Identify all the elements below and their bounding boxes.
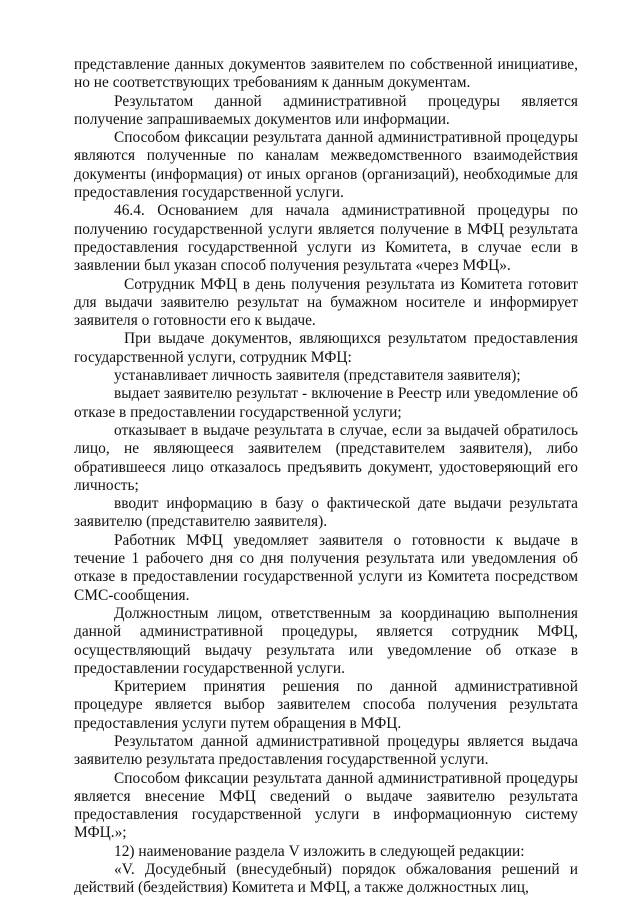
- paragraph-3: Способом фиксации результата данной административной процедуры являются полученные по каналам межведомственного взаимодействия документы (информация) от иных органов (организаций), необходимые для предоставления государственной услуги.: [74, 129, 578, 202]
- paragraph-11: Работник МФЦ уведомляет заявителя о готовности к выдаче в течение 1 рабочего дня со дня получения результата или уведомления об отказе в предоставлении государственной услуги из Комитета посредством СМС-сообщения.: [74, 531, 578, 604]
- paragraph-1: представление данных документов заявителем по собственной инициативе, но не соответствующих требованиям к данным документам.: [74, 56, 578, 92]
- paragraph-6: При выдаче документов, являющихся результатом предоставления государственной услуги, сотрудник МФЦ:: [74, 330, 578, 366]
- paragraph-9: отказывает в выдаче результата в случае, если за выдачей обратилось лицо, не являющееся заявителем (представителем заявителя), либо обратившееся лицо отказалось предъявить документ, удостоверяющий его личность;: [74, 421, 578, 494]
- paragraph-5: Сотрудник МФЦ в день получения результата из Комитета готовит для выдачи заявителю результат на бумажном носителе и информирует заявителя о готовности его к выдаче.: [74, 275, 578, 330]
- paragraph-12: Должностным лицом, ответственным за координацию выполнения данной административной процедуры, является сотрудник МФЦ, осуществляющий выдачу результата или уведомление об отказе в предоставлении государственной услуги.: [74, 604, 578, 677]
- paragraph-16: 12) наименование раздела V изложить в следующей редакции:: [114, 842, 525, 860]
- paragraph-15: Способом фиксации результата данной административной процедуры является внесение МФЦ сведений о выдаче заявителю результата предоставления государственной услуги в информационную систему МФЦ.»;: [74, 769, 578, 842]
- paragraph-13: Критерием принятия решения по данной административной процедуре является выбор заявителем способа получения результата предоставления услуги путем обращения в МФЦ.: [74, 678, 578, 732]
- paragraph-8: выдает заявителю результат - включение в Реестр или уведомление об отказе в предоставлении государственной услуги;: [74, 385, 578, 421]
- document-page: [74, 56, 578, 898]
- paragraph-10: вводит информацию в базу о фактической дате выдачи результата заявителю (представителю заявителя).: [74, 495, 578, 531]
- paragraph-4: 46.4. Основанием для начала административной процедуры по получению государственной услуги является получение в МФЦ результата предоставления государственной услуги из Комитета, в случае если в заявлении был указан способ получения результата «через МФЦ».: [74, 202, 578, 275]
- paragraph-2: Результатом данной административной процедуры является получение запрашиваемых документов или информации.: [74, 92, 578, 128]
- paragraph-7: устанавливает личность заявителя (представителя заявителя);: [114, 367, 521, 385]
- paragraph-17: «V. Досудебный (внесудебный) порядок обжалования решений и действий (бездействия) Комитета и МФЦ, а также должностных лиц,: [74, 861, 578, 897]
- paragraph-14: Результатом данной административной процедуры является выдача заявителю результата предоставления государственной услуги.: [74, 732, 578, 769]
